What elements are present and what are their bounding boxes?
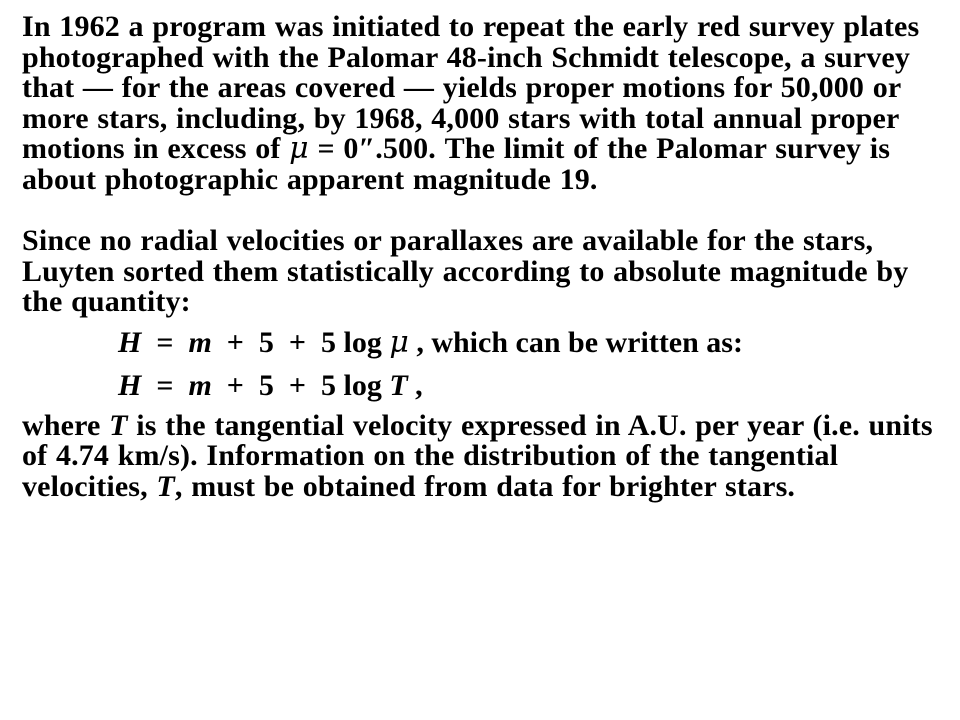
paragraph3-text-a: where xyxy=(22,408,110,442)
eq1-terms: + 5 + 5 log xyxy=(211,325,390,359)
equation-magnitude-T xyxy=(22,368,942,402)
mu-symbol: μ xyxy=(289,131,309,166)
paragraph-palomar-survey xyxy=(22,12,942,195)
eq2-terms: + 5 + 5 log xyxy=(211,368,390,402)
eq2-tail: , xyxy=(407,368,423,402)
paragraph-spacer xyxy=(22,195,942,226)
eq1-H: H xyxy=(118,325,142,359)
eq2-H: H xyxy=(118,368,142,402)
eq2-equals: = xyxy=(141,368,189,402)
slide-content xyxy=(22,12,942,502)
paragraph3-T1: T xyxy=(109,408,128,442)
paragraph-tangential-velocity xyxy=(22,408,942,503)
eq1-mu-symbol: μ xyxy=(389,324,409,360)
eq2-m: m xyxy=(188,368,212,402)
eq1-tail: , which can be written as: xyxy=(408,325,743,359)
eq1-m: m xyxy=(188,325,212,359)
paragraph2-text: Since no radial velocities or parallaxes are available for the stars, Luyten sorted them statistically according to absolute magnitude by the quantity: xyxy=(22,224,909,318)
paragraph3-T2: T xyxy=(156,469,175,503)
equation-magnitude-mu xyxy=(22,324,942,360)
paragraph3-text-c: , must be obtained from data for brighter stars. xyxy=(174,469,796,503)
paragraph-luyten-sorting xyxy=(22,226,942,318)
eq1-equals: = xyxy=(141,325,189,359)
paragraph1-text-a: In 1962 a program was initiated to repeat the early red survey plates photographed with the Palomar 48-inch Schmidt telescope, a survey that — for the areas covered — yields proper motions for 50,000 or more stars, including, by 1968, 4,000 stars with total annual proper motions in excess of xyxy=(22,10,920,165)
paragraph1-text-b: = 0″.500. The limit of the Palomar survey is about photographic apparent magnitude 19. xyxy=(22,132,891,196)
eq2-T: T xyxy=(389,368,408,402)
paragraph3-text-b: is the tangential velocity expressed in A.U. per year (i.e. units of 4.74 km/s). Information on the distribution of the tangential velocities, xyxy=(22,408,933,503)
